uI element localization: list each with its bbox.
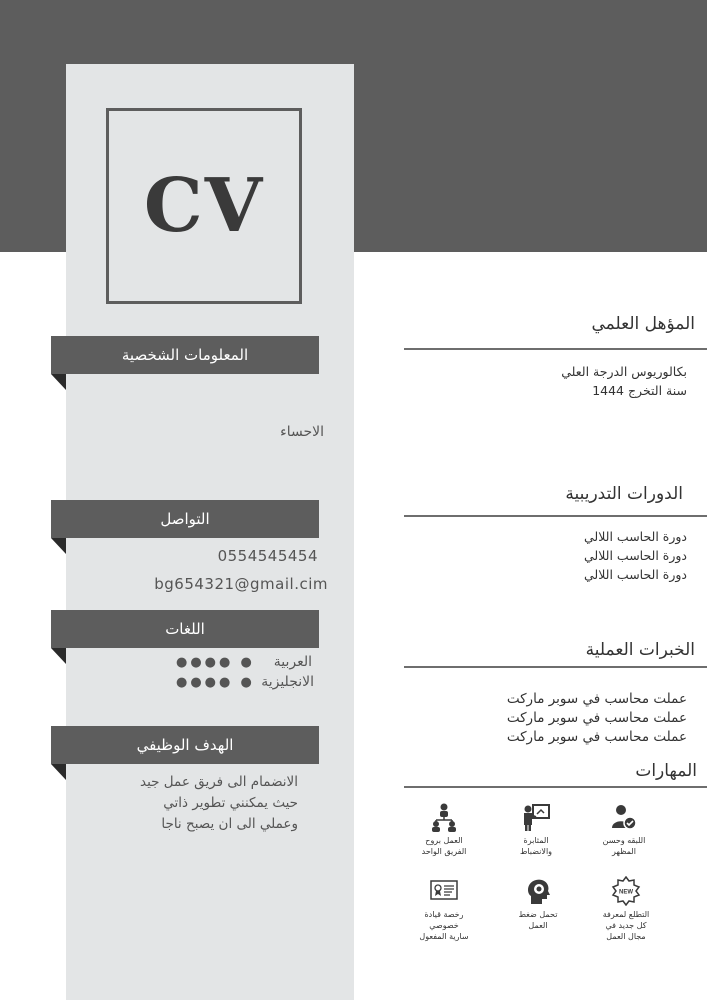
objective-text bbox=[110, 772, 298, 835]
new-badge-text: NEW bbox=[619, 889, 633, 896]
experience-list bbox=[430, 690, 687, 747]
skill-label: الفريق الواحد bbox=[421, 847, 467, 856]
skill-label: والانضباط bbox=[519, 847, 553, 856]
experience-item: عملت محاسب في سوبر ماركت bbox=[506, 691, 687, 707]
experience-item: عملت محاسب في سوبر ماركت bbox=[506, 729, 687, 745]
education-line: سنة التخرج 1444 bbox=[592, 383, 687, 398]
skill-label: المثابرة bbox=[523, 836, 549, 845]
objective-line: حيث يمكنني تطوير ذاتي bbox=[163, 795, 298, 811]
section-divider bbox=[404, 515, 707, 517]
skill-label: التطلع لمعرفة bbox=[602, 910, 650, 919]
ribbon-fold bbox=[51, 764, 66, 780]
experience-item: عملت محاسب في سوبر ماركت bbox=[506, 710, 687, 726]
personal-info-heading: المعلومات الشخصية bbox=[51, 336, 319, 374]
location-text: الاحساء bbox=[280, 424, 324, 440]
ribbon-fold bbox=[51, 538, 66, 554]
skill-item bbox=[580, 876, 672, 942]
skill-label: اللبقه وحسن bbox=[602, 836, 646, 845]
skill-label: المظهر bbox=[612, 847, 636, 856]
section-divider bbox=[404, 348, 707, 350]
skill-item bbox=[492, 876, 584, 931]
skill-label: خصوصي bbox=[429, 921, 459, 930]
section-divider bbox=[404, 786, 707, 788]
objective-line: وعملي الى ان يصبح ناجا bbox=[161, 816, 298, 832]
section-divider bbox=[404, 666, 707, 668]
presenter-icon bbox=[521, 802, 551, 832]
courses-list bbox=[430, 527, 687, 584]
objective-heading: الهدف الوظيفي bbox=[51, 726, 319, 764]
courses-heading: الدورات التدريبية bbox=[565, 484, 683, 504]
ribbon-fold bbox=[51, 374, 66, 390]
language-name: العربية bbox=[273, 654, 312, 670]
person-check-icon bbox=[609, 802, 639, 832]
skill-item bbox=[490, 802, 582, 857]
course-item: دورة الحاسب اللالي bbox=[583, 567, 687, 582]
skill-label: كل جديد في bbox=[605, 921, 647, 930]
skill-item bbox=[398, 802, 490, 857]
education-line: بكالوريوس الدرجة العلي bbox=[561, 364, 687, 379]
skills-heading: المهارات bbox=[635, 761, 697, 781]
skill-label: مجال العمل bbox=[606, 932, 646, 941]
skill-label: العمل bbox=[528, 921, 548, 930]
course-item: دورة الحاسب اللالي bbox=[583, 548, 687, 563]
course-item: دورة الحاسب اللالي bbox=[583, 529, 687, 544]
education-details bbox=[430, 362, 687, 400]
cv-logo-text: CV bbox=[143, 163, 265, 249]
objective-line: الانضمام الى فريق عمل جيد bbox=[140, 774, 298, 790]
ribbon-fold bbox=[51, 648, 66, 664]
language-level: ●●●● ● bbox=[176, 675, 255, 690]
head-gear-icon bbox=[523, 876, 553, 906]
team-icon bbox=[429, 802, 459, 832]
skill-label: العمل بروح bbox=[425, 836, 463, 845]
email-address: bg654321@gmail.cim bbox=[154, 575, 328, 593]
certificate-icon bbox=[429, 876, 459, 906]
skill-label: سارية المفعول bbox=[419, 932, 469, 941]
language-name: الانجليزية bbox=[261, 674, 314, 690]
language-level: ●●●● ● bbox=[176, 655, 255, 670]
skill-label: تحمل ضغط bbox=[518, 910, 558, 919]
languages-heading: اللغات bbox=[51, 610, 319, 648]
experience-heading: الخبرات العملية bbox=[585, 640, 695, 660]
skill-item bbox=[398, 876, 490, 942]
skill-label: رخصة قيادة bbox=[424, 910, 464, 919]
skill-item bbox=[578, 802, 670, 857]
education-heading: المؤهل العلمي bbox=[591, 314, 695, 334]
phone-number: 0554545454 bbox=[217, 547, 318, 565]
contact-heading: التواصل bbox=[51, 500, 319, 538]
new-badge-icon bbox=[611, 876, 641, 906]
